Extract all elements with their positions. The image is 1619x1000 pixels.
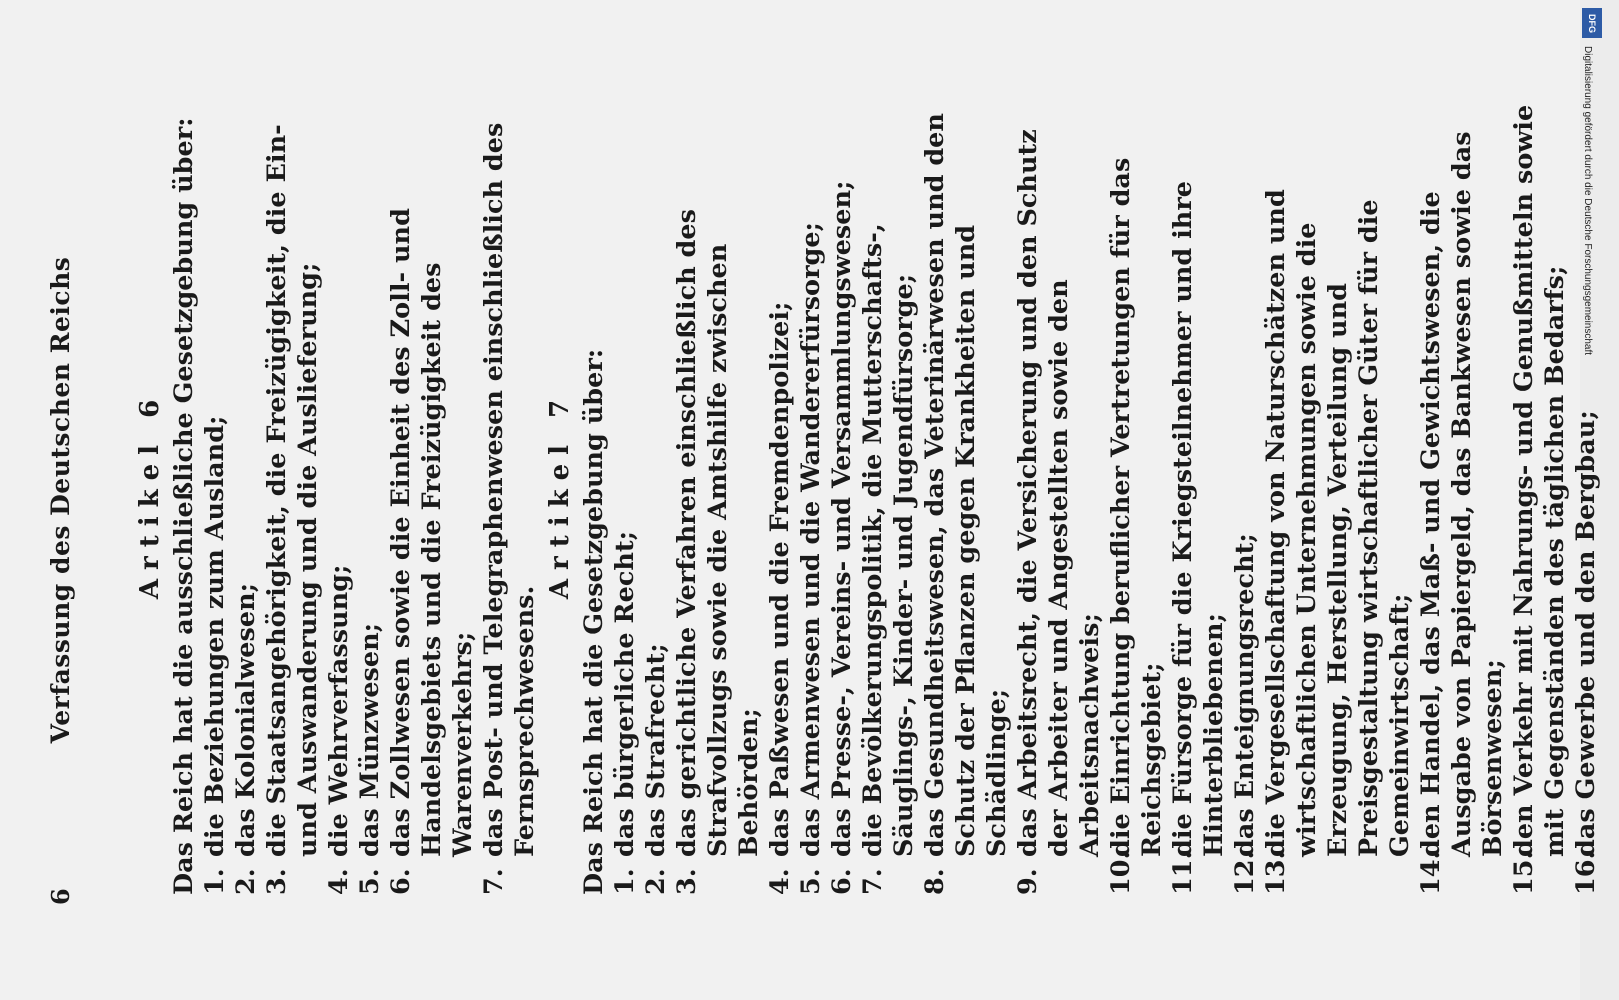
- item-text: das Kolonialwesen;: [231, 582, 261, 857]
- article-6-list: [200, 95, 541, 895]
- item-number: 14.: [1416, 850, 1446, 895]
- article-6: [135, 95, 541, 895]
- list-item: [672, 95, 765, 895]
- item-number: 10.: [1106, 850, 1136, 895]
- list-item: [827, 95, 858, 895]
- item-text: das Strafrecht;: [641, 643, 671, 857]
- list-item: [858, 95, 920, 895]
- item-text: das Post- und Telegraphenwesen einschließlich des Fernsprechwesens.: [479, 122, 540, 857]
- item-number: 12.: [1230, 850, 1260, 895]
- item-number: 3.: [672, 868, 702, 895]
- list-item: [479, 95, 541, 895]
- item-number: 16.: [1571, 850, 1601, 895]
- item-text: das bürgerliche Recht;: [610, 530, 640, 857]
- list-item: [610, 95, 641, 895]
- item-number: 7.: [858, 868, 888, 895]
- item-number: 4.: [765, 868, 795, 895]
- item-number: 15.: [1509, 850, 1539, 895]
- article-heading: Artikel 7: [545, 390, 575, 600]
- item-text: das Presse-, Vereins- und Versammlungswesen;: [827, 180, 857, 857]
- item-number: 13.: [1261, 850, 1291, 895]
- item-text: das Münzwesen;: [355, 622, 385, 857]
- article-heading: Artikel 6: [135, 390, 165, 600]
- item-number: 8.: [920, 868, 950, 895]
- list-item: [765, 95, 796, 895]
- list-item: [1509, 95, 1571, 895]
- item-number: 2.: [231, 868, 261, 895]
- list-item: [1261, 95, 1416, 895]
- item-text: die Staatsangehörigkeit, die Freizügigkeit, die Ein- und Auswanderung und die Auslieferung;: [262, 124, 323, 857]
- list-item: [1230, 95, 1261, 895]
- article-intro: Das Reich hat die ausschließliche Gesetzgebung über:: [169, 117, 199, 895]
- item-text: das Gesundheitswesen, das Veterinärwesen und den Schutz der Pflanzen gegen Krankheiten und Schädlinge;: [920, 113, 1012, 857]
- item-text: das gerichtliche Verfahren einschließlich des Strafvollzugs sowie die Amtshilfe zwischen Behörden;: [672, 209, 764, 857]
- page-number: 6: [46, 888, 75, 905]
- item-number: 3.: [262, 868, 292, 895]
- item-text: die Bevölkerungspolitik, die Mutterschafts-, Säuglings-, Kinder- und Jugendfürsorge;: [858, 223, 919, 857]
- item-number: 4.: [324, 868, 354, 895]
- list-item: [796, 95, 827, 895]
- item-text: das Zollwesen sowie die Einheit des Zoll- und Handelsgebiets und die Freizügigkeit des Warenverkehrs;: [386, 208, 478, 857]
- list-item: [231, 95, 262, 895]
- item-number: 1.: [610, 868, 640, 895]
- item-text: das Gewerbe und den Bergbau;: [1571, 410, 1601, 857]
- running-title: Verfassung des Deutschen Reichs: [46, 256, 75, 744]
- item-text: das Armenwesen und die Wandererfürsorge;: [796, 222, 826, 857]
- article-7-list: [610, 95, 1602, 895]
- item-number: 6.: [827, 868, 857, 895]
- item-text: das Arbeitsrecht, die Versicherung und den Schutz der Arbeiter und Angestellten sowie den Arbeitsnachweis;: [1013, 129, 1105, 857]
- item-text: die Vergesellschaftung von Naturschätzen und wirtschaftlichen Unternehmungen sowie die Erzeugung, Herstellung, Verteilung und Preisgestaltung wirtschaftlicher Güter für die Gemeinwirtschaft;: [1261, 189, 1415, 857]
- list-item: [262, 95, 324, 895]
- dfg-credit-strip: [1579, 8, 1609, 868]
- list-item: [324, 95, 355, 895]
- item-number: 5.: [796, 868, 826, 895]
- list-item: [1168, 95, 1230, 895]
- item-text: das Paßwesen und die Fremdenpolizei;: [765, 301, 795, 857]
- dfg-logo: DFG: [1582, 8, 1602, 38]
- list-item: [200, 95, 231, 895]
- list-item: [920, 95, 1013, 895]
- item-text: den Verkehr mit Nahrungs- und Genußmitteln sowie mit Gegenständen des täglichen Bedarfs;: [1509, 104, 1570, 857]
- item-number: 9.: [1013, 868, 1043, 895]
- list-item: [386, 95, 479, 895]
- item-number: 6.: [386, 868, 416, 895]
- item-text: den Handel, das Maß- und Gewichtswesen, die Ausgabe von Papiergeld, das Bankwesen sowie das Börsenwesen;: [1416, 131, 1508, 857]
- item-text: die Einrichtung beruflicher Vertretungen für das Reichsgebiet;: [1106, 157, 1167, 857]
- item-number: 5.: [355, 868, 385, 895]
- list-item: [1013, 95, 1106, 895]
- article-intro: Das Reich hat die Gesetzgebung über:: [579, 348, 609, 895]
- article-7: [545, 95, 1602, 895]
- list-item: [1106, 95, 1168, 895]
- list-item: [355, 95, 386, 895]
- item-number: 11.: [1168, 850, 1198, 895]
- list-item: [1416, 95, 1509, 895]
- running-head: [46, 40, 80, 960]
- item-number: 2.: [641, 868, 671, 895]
- item-number: 7.: [479, 868, 509, 895]
- item-text: die Beziehungen zum Ausland;: [200, 415, 230, 857]
- list-item: [641, 95, 672, 895]
- item-text: die Fürsorge für die Kriegsteilnehmer und ihre Hinterbliebenen;: [1168, 181, 1229, 857]
- item-number: 1.: [200, 868, 230, 895]
- item-text: die Wehrverfassung;: [324, 564, 354, 857]
- dfg-credit-text: Digitalisierung gefördert durch die Deutsche Forschungsgemeinschaft: [1582, 46, 1593, 356]
- item-text: das Enteignungsrecht;: [1230, 533, 1260, 857]
